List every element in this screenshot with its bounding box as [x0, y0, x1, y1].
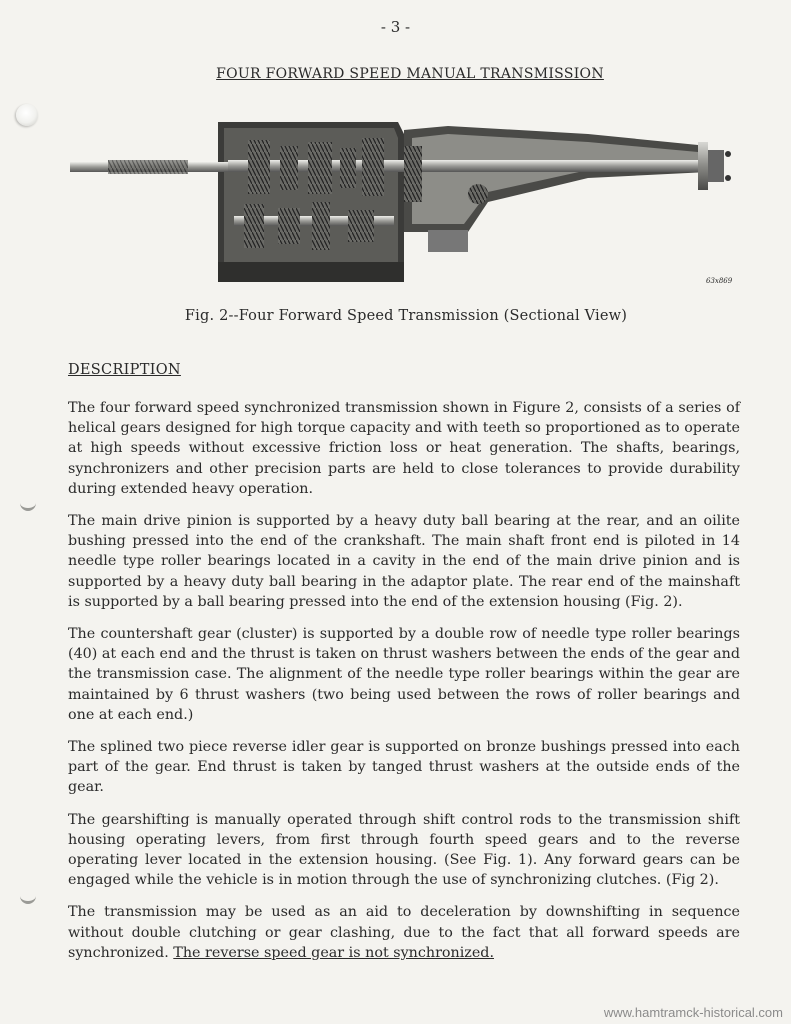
figure-caption: Fig. 2--Four Forward Speed Transmission (Sectional View): [184, 308, 628, 324]
paragraph: The countershaft gear (cluster) is supported by a double row of needle type roller bearings (40) at each end and the thrust is taken on thrust washers between the ends of the gear and the transmission case. The alignment of the needle type roller bearings within the gear are maintained by 6 thrust washers (two being used between the rows of roller bearings and one at each end.): [68, 626, 740, 723]
paragraph: The four forward speed synchronized transmission shown in Figure 2, consists of a series of helical gears designed for high torque capacity and with teeth so proportioned as to operate at high speeds without excessive friction loss or heat generation. The shafts, bearings, synchronizers and other precision parts are held to close tolerances to provide durability during extended heavy operation.: [68, 400, 740, 497]
underlined-note: The reverse speed gear is not synchronized.: [173, 944, 494, 961]
watermark: www.hamtramck-historical.com: [603, 1005, 783, 1020]
figure-code: 63x869: [706, 277, 733, 285]
paragraph: The splined two piece reverse idler gear is supported on bronze bushings pressed into each part of the gear. End thrust is taken by tanged thrust washers at the outside ends of the gear.: [68, 739, 740, 796]
paragraph-last: [68, 902, 740, 963]
section-heading: DESCRIPTION: [68, 362, 181, 378]
paragraph-text: The transmission may be used as an aid to deceleration by downshifting in sequence without double clutching or gear clashing, due to the fact that all forward speeds are synchronized.: [68, 904, 740, 961]
punch-mark: [20, 500, 36, 511]
body-text: [68, 398, 740, 975]
document-title: FOUR FORWARD SPEED MANUAL TRANSMISSION: [216, 66, 604, 82]
punch-mark: [20, 893, 36, 904]
paragraph: The main drive pinion is supported by a heavy duty ball bearing at the rear, and an oilite bushing pressed into the end of the crankshaft. The main shaft front end is piloted in 14 needle type roller bearings located in a cavity in the end of the main drive pinion and is supported by a heavy duty ball bearing in the adaptor plate. The rear end of the mainshaft is supported by a ball bearing pressed into the end of the extension housing (Fig. 2).: [68, 513, 740, 610]
transmission-sectional-figure: [68, 112, 748, 294]
paragraph: The gearshifting is manually operated through shift control rods to the transmission shift housing operating levers, from first through fourth speed gears and to the reverse operating lever located in the extension housing. (See Fig. 1). Any forward gears can be engaged while the vehicle is in motion through the use of synchronizing clutches. (Fig 2).: [68, 811, 740, 889]
punch-hole: [16, 104, 38, 126]
page-number: - 3 -: [380, 18, 411, 36]
transmission-cutaway-illustration: [68, 112, 748, 294]
